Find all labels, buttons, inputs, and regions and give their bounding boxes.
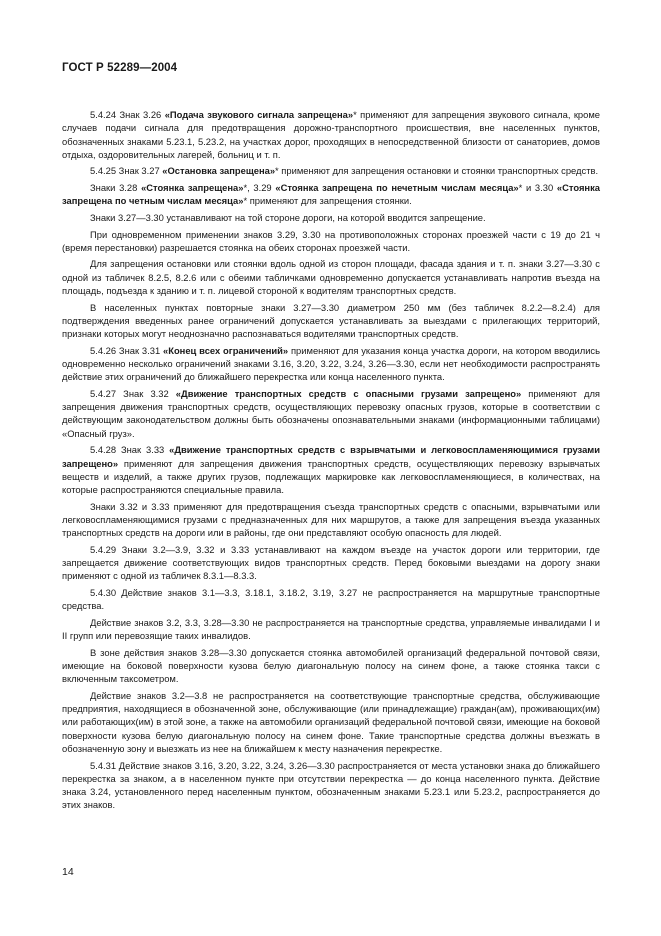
text-run: применяют для запрещения движения транспортных средств, осуществляющих перевозку опасных грузов, которые в соответствии с действующим законодательством должны быть обозначены опознавательными знаками (информационными таблицами) «Опасный груз». [62,387,600,439]
paragraph-p4 [62,211,600,224]
text-run: Для запрещения остановки или стоянки вдоль одной из сторон площади, фасада здания и т. п. знаки 3.27—3.30 с одной из табличек 8.2.5, 8.2.6 или с обеими табличками одновременно допускается устанавливать напротив въезда на площадь, подъезда к зданию и т. п. лицевой стороной к водителям транспортных средств. [62,258,600,296]
text-run: применяют для запрещения движения транспортных средств, осуществляющих перевозку взрывчатых веществ и изделий, а также других грузов, подлежащих маркировке как легковоспламеняющиеся, в количествах, на которые распространяются специальные правила. [62,457,600,496]
paragraph-p5 [62,228,600,255]
text-run: 5.4.27 Знак 3.32 [90,387,176,399]
paragraph-p13 [62,586,600,613]
text-run: 5.4.24 Знак 3.26 [90,109,165,120]
text-run: 5.4.25 Знак 3.27 [90,165,163,177]
bold-text-run: «Стоянка запрещена» [141,182,244,194]
bold-text-run: «Подача звукового сигнала запрещена» [164,109,354,120]
text-run: 5.4.26 Знак 3.31 [90,344,164,356]
paragraph-p6 [62,257,600,297]
document-body [62,108,600,815]
page-number: 14 [62,866,74,878]
bold-text-run: «Движение транспортных средств с опасными грузами запрещено» [175,387,522,399]
paragraph-p16 [62,689,600,755]
text-run: Действие знаков 3.2, 3.3, 3.28—3.30 не распространяется на транспортные средства, управляемые инвалидами I и II групп или перевозящие таких инвалидов. [62,616,600,642]
bold-text-run: «Движение транспортных средств с взрывчатыми и легковоспламеняющимися грузами запрещено» [62,444,600,469]
paragraph-p15 [62,646,600,686]
text-run: * применяют для запрещения звукового сигнала, кроме случаев подачи сигнала для предотвращения дорожно-транспортного происшествия, вне населенных пунктов, обозначенных знаками 5.23.1, 5.23.2, на участках дорог, проходящих в непосредственной близости от санаториев, домов отдыха, оздоровительных лагерей, больниц и т. п. [62,109,601,160]
bold-text-run: «Остановка запрещена» [162,165,276,177]
paragraph-p12 [62,543,600,583]
paragraph-p3 [62,181,600,208]
bold-text-run: «Конец всех ограничений» [163,344,289,356]
text-run: При одновременном применении знаков 3.29, 3.30 на противоположных сторонах проезжей части с 19 до 21 ч (время перестановки) разрешается стоянка на обеих сторонах проезжей части. [62,228,600,253]
document-header: ГОСТ Р 52289—2004 [62,62,178,74]
paragraph-p10 [62,443,600,496]
text-run: Знаки 3.32 и 3.33 применяют для предотвращения съезда транспортных средств с опасными, взрывчатыми или легковоспламеняющимися грузами с предназначенных для них маршрутов, а также для запрещения въезда указанных транспортных средств на дороги или в районы, где они представляют особую опасность для людей. [62,500,600,539]
text-run: применяют для указания конца участка дороги, на котором вводились одновременно несколько ограничений знаками 3.16, 3.20, 3.22, 3.24, 3.26—3.30, если нет необходимости распространять действие этих ограничений до ближайшего перекрестка или конца населенного пункта. [62,344,601,383]
text-run: В населенных пунктах повторные знаки 3.27—3.30 диаметром 250 мм (без табличек 8.2.2—8.2.4) для подтверждения введенных ранее ограничений допускается устанавливать за выездами с прилегающих территорий, признаки которых могут неоднозначно распознаваться водителями транспортных средств. [62,301,600,340]
text-run: Знаки 3.27—3.30 устанавливают на той стороне дороги, на которой вводится запрещение. [90,211,486,223]
text-run: * применяют для запрещения стоянки. [243,195,412,207]
paragraph-p17 [62,759,600,812]
paragraph-p7 [62,301,600,341]
bold-text-run: «Стоянка запрещена по нечетным числам месяца» [275,182,519,194]
bold-text-run: «Стоянка запрещена по четным числам месяца» [62,182,600,207]
text-run: В зоне действия знаков 3.28—3.30 допускается стоянка автомобилей организаций федеральной почтовой связи, имеющие на боковой поверхности кузова белую диагональную полосу на синем фоне, а также стоянка такси с включенным таксометром. [62,646,600,685]
text-run: * и 3.30 [518,182,557,194]
text-run: 5.4.29 Знаки 3.2—3.9, 3.32 и 3.33 устанавливают на каждом въезде на участок дороги или территории, где запрещается движение соответствующих видов транспортных средств. Перед боковыми выездами на дорогу знаки применяют с одной из табличек 8.3.1—8.3.3. [62,543,600,582]
paragraph-p11 [62,500,600,540]
text-run: 5.4.31 Действие знаков 3.16, 3.20, 3.22, 3.24, 3.26—3.30 распространяется от места установки знака до ближайшего перекрестка за знаком, а в населенном пункте при отсутствии перекрестка — до конца населенного пункта. Действие знака 3.24, установленного перед населенным пунктом, обозначенным знаками 5.23.1 или 5.23.2, распространяется до этих знаков. [62,759,600,811]
paragraph-p1 [62,108,600,161]
text-run: 5.4.28 Знак 3.33 [90,444,170,456]
text-run: *, 3.29 [243,182,276,194]
paragraph-p8 [62,344,600,384]
text-run: 5.4.30 Действие знаков 3.1—3.3, 3.18.1, 3.18.2, 3.19, 3.27 не распространяется на маршрутные транспортные средства. [62,586,600,612]
paragraph-p14 [62,616,600,643]
text-run: Действие знаков 3.2—3.8 не распространяется на соответствующие транспортные средства, обслуживающие предприятия, находящиеся в обозначенной зоне, обслуживающие (или принадлежащие) граждан(ам), проживающих(им) или работающих(им) в этой зоне, а также на автомобили организаций федеральной почтовой связи, имеющие на боковой поверхности кузова белую диагональную полосу на синем фоне. Такие транспортные средства должны въезжать в обозначенную зону и выезжать из нее на ближайшем к месту назначения перекрестке. [62,689,600,754]
paragraph-p2 [62,164,600,177]
text-run: * применяют для запрещения остановки и стоянки транспортных средств. [275,165,599,177]
text-run: Знаки 3.28 [90,182,142,194]
paragraph-p9 [62,387,600,440]
